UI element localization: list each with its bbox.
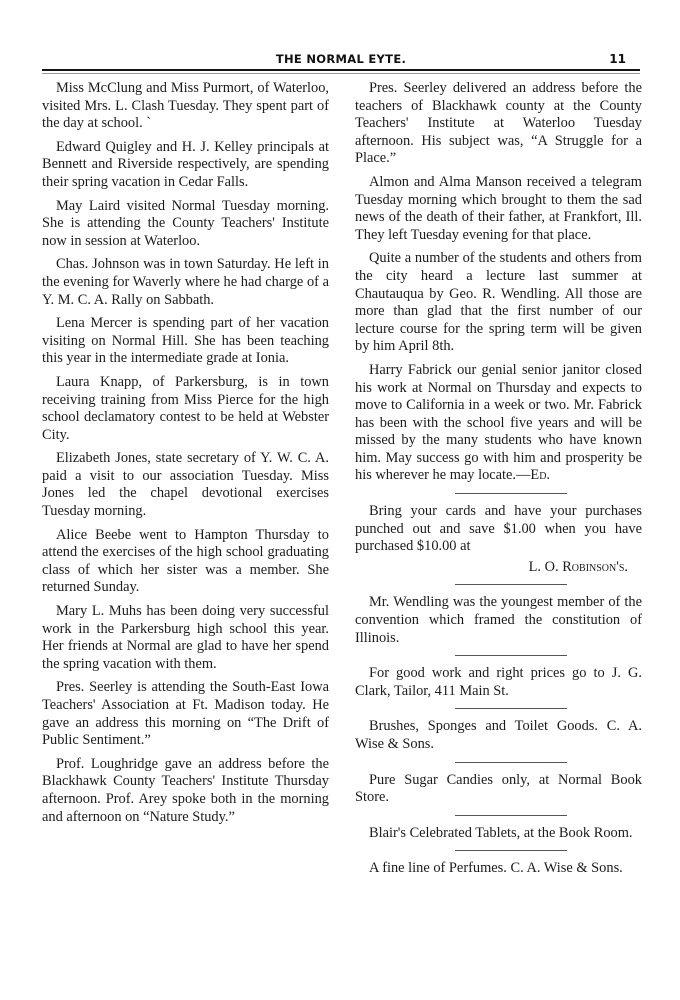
news-item-seerley-blackhawk: Pres. Seerley delivered an address before the teachers of Blackhawk county at the County Teachers' Institute at Waterloo Tuesday afternoon. His subject was, “A Struggle for a Place.”	[355, 80, 642, 167]
notice-perfumes: A fine line of Perfumes. C. A. Wise & Sons.	[369, 860, 623, 877]
notice-robinson-signature: L. O. Robinson's.	[528, 558, 628, 575]
news-item-wendling-lecture: Quite a number of the students and others from the city heard a lecture last summer at Chautauqua by Geo. R. Wendling. All those are more than glad that the first number of our lecture course for the spring term will be given by him April 8th.	[355, 250, 642, 355]
notice-clark-tailor: For good work and right prices go to J. G. Clark, Tailor, 411 Main St.	[355, 665, 642, 699]
notice-candies: Pure Sugar Candies only, at Normal Book Store.	[355, 771, 642, 806]
notice-wendling: Mr. Wendling was the youngest member of the convention which framed the constitution of Illinois.	[355, 594, 642, 646]
right-column	[355, 80, 642, 884]
separator-rule	[455, 815, 567, 816]
left-column	[42, 80, 329, 832]
news-item-quigley: Edward Quigley and H. J. Kelley principals at Bennett and Riverside respectively, are spending their spring vacation in Cedar Falls.	[42, 138, 329, 190]
notice-brushes: Brushes, Sponges and Toilet Goods. C. A. Wise & Sons.	[355, 718, 642, 752]
separator-rule	[455, 584, 567, 585]
page-number: 11	[609, 52, 626, 66]
header-rule	[42, 69, 640, 71]
separator-rule	[455, 655, 567, 656]
news-item-johnson: Chas. Johnson was in town Saturday. He left in the evening for Waverly where he had charge of a Y. M. C. A. Rally on Sabbath.	[42, 256, 329, 308]
news-item-seerley-iowa: Pres. Seerley is attending the South-East Iowa Teachers' Association at Ft. Madison today. He gave an address this morning on “The Drift of Public Sentiment.”	[42, 679, 329, 749]
news-item-mercer: Lena Mercer is spending part of her vacation visiting on Normal Hill. She has been teaching this year in the intermediate grade at Ionia.	[42, 315, 329, 367]
separator-rule	[455, 708, 567, 709]
notice-tablets: Blair's Celebrated Tablets, at the Book Room.	[369, 824, 633, 841]
separator-rule	[455, 850, 567, 851]
editor-signature: Ed.	[530, 467, 551, 484]
news-item-jones: Elizabeth Jones, state secretary of Y. W. C. A. paid a visit to our association Tuesday. Miss Jones led the chapel devotional exercises Tuesday morning.	[42, 450, 329, 520]
separator-rule	[455, 762, 567, 763]
notice-robinson: Bring your cards and have your purchases punched out and save $1.00 when you have purchased $10.00 at	[355, 503, 642, 555]
news-item-fabrick	[355, 362, 642, 485]
news-item-loughridge: Prof. Loughridge gave an address before the Blackhawk County Teachers' Institute Thursday afternoon. Prof. Arey spoke both in the morning and afternoon on “Nature Study.”	[42, 755, 329, 825]
header-rule-thin	[42, 73, 640, 74]
running-title: THE NORMAL EYTE.	[275, 52, 407, 66]
news-item-mcclung: Miss McClung and Miss Purmort, of Waterloo, visited Mrs. L. Clash Tuesday. They spent part of the day at school. `	[42, 80, 329, 132]
fabrick-text: Harry Fabrick our genial senior janitor closed his work at Normal on Thursday and expects to move to California in a week or two. Mr. Fabrick has been with the school five years and will be missed by the many students who have known him. May success go with him and prosperity be his wherever he may locate.—	[355, 361, 642, 484]
news-item-manson: Almon and Alma Manson received a telegram Tuesday morning which brought to them the sad news of the death of their father, at Frankfort, Ill. They left Tuesday evening for that place.	[355, 173, 642, 243]
news-item-laird: May Laird visited Normal Tuesday morning. She is attending the County Teachers' Institute now in session at Waterloo.	[42, 197, 329, 249]
news-item-beebe: Alice Beebe went to Hampton Thursday to attend the exercises of the high school graduating class of which her sister was a member. She returned Sunday.	[42, 526, 329, 596]
news-item-muhs: Mary L. Muhs has been doing very successful work in the Parkersburg high school this year. Her friends at Normal are glad to have her spend the spring vacation with them.	[42, 603, 329, 672]
news-item-knapp: Laura Knapp, of Parkersburg, is in town receiving training from Miss Pierce for the high school declamatory contest to be held at Webster City.	[42, 373, 329, 443]
separator-rule	[455, 493, 567, 494]
